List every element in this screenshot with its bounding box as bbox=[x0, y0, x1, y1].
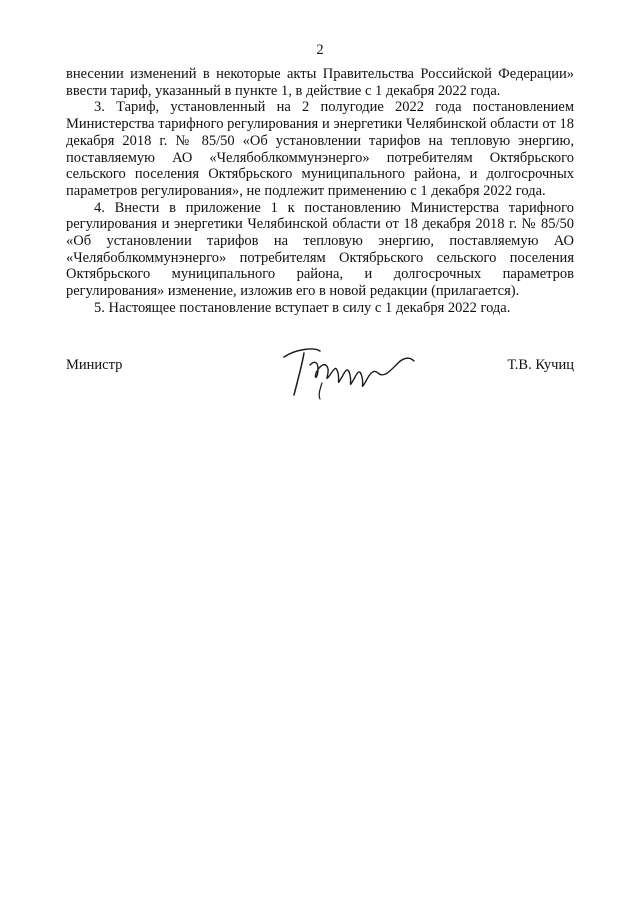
document-body bbox=[66, 66, 574, 317]
signatory-title: Министр bbox=[66, 357, 123, 373]
signature-block bbox=[66, 345, 574, 400]
signatory-name: Т.В. Кучиц bbox=[507, 357, 574, 373]
paragraph-item-4: 4. Внести в приложение 1 к постановлению Министерства тарифного регулирования и энергетики Челябинской области от 18 декабря 2018 г. № 85/50 «Об установлении тарифов на тепловую энергию, поставляемую АО «Челябоблкоммунэнерго» потребителям Октябрьского сельского поселения Октябрьского муниципального района, и долгосрочных параметров регулирования» изменение, изложив его в новой редакции (прилагается). bbox=[66, 199, 574, 300]
handwritten-signature bbox=[274, 339, 424, 401]
page-number: 2 bbox=[316, 42, 324, 58]
paragraph-item-5: 5. Настоящее постановление вступает в силу с 1 декабря 2022 года. bbox=[94, 299, 511, 316]
paragraph-continuation: внесении изменений в некоторые акты Правительства Российской Федерации» ввести тариф, указанный в пункте 1, в действие с 1 декабря 2022 года. bbox=[66, 66, 574, 99]
paragraph-item-3: 3. Тариф, установленный на 2 полугодие 2022 года постановлением Министерства тарифного регулирования и энергетики Челябинской области от 18 декабря 2018 г. № 85/50 «Об установлении тарифов на тепловую энергию, поставляемую АО «Челябоблкоммунэнерго» потребителям Октябрьского сельского поселения Октябрьского муниципального района, и долгосрочных параметров регулирования», не подлежит применению с 1 декабря 2022 года. bbox=[66, 99, 574, 199]
